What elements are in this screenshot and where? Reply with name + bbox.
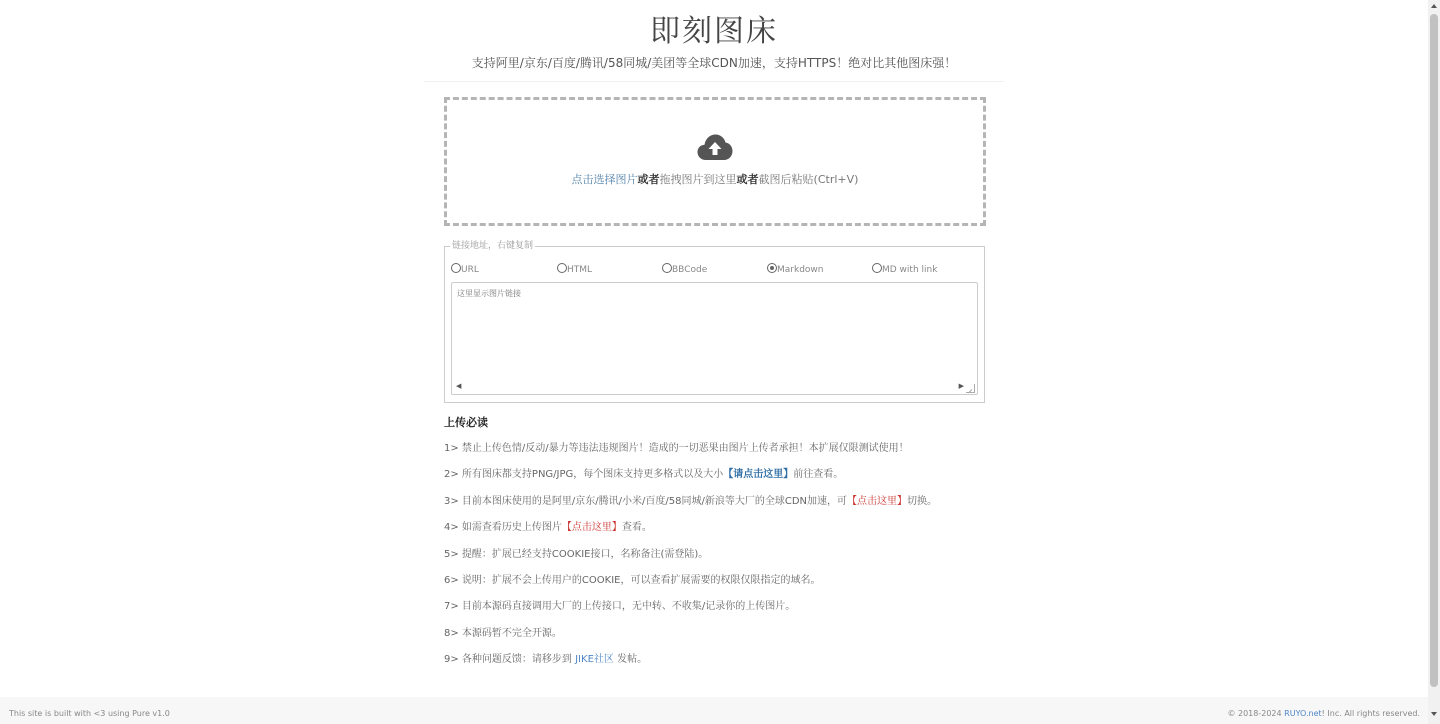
history-link[interactable]: 【点击这里】 bbox=[561, 522, 622, 534]
radio-button[interactable] bbox=[872, 263, 882, 273]
brand-link[interactable]: RUYO.net bbox=[1284, 709, 1322, 718]
footer-copyright bbox=[1227, 709, 1420, 718]
radio-label: BBCode bbox=[672, 265, 708, 275]
textarea-horizontal-scrollbar[interactable] bbox=[452, 381, 968, 392]
rights-text: ! Inc. All rights reserved. bbox=[1321, 709, 1420, 718]
copyright-text: © 2018-2024 bbox=[1227, 709, 1285, 718]
rule-text: 6> 说明：扩展不会上传用户的COOKIE，可以查看扩展需要的权限仅限指定的域名。 bbox=[444, 574, 821, 586]
scroll-down-arrow-icon[interactable] bbox=[1431, 712, 1437, 716]
links-fieldset bbox=[444, 241, 985, 403]
format-radio-group bbox=[451, 263, 981, 277]
link-output-textarea[interactable] bbox=[451, 282, 978, 395]
scrollbar-thumb[interactable] bbox=[1430, 14, 1438, 687]
rule-text: 8> 本源码暂不完全开源。 bbox=[444, 627, 562, 639]
radio-label: HTML bbox=[567, 265, 593, 275]
paste-text: 截图后粘贴(Ctrl+V) bbox=[758, 173, 859, 186]
rules-title: 上传必读 bbox=[444, 416, 488, 429]
or-text: 或者 bbox=[637, 173, 660, 186]
radio-bbcode[interactable] bbox=[662, 263, 707, 277]
rule-item bbox=[444, 626, 1004, 642]
rule-text: 1> 禁止上传色情/反动/暴力等违法违规图片！造成的一切恶果由图片上传者承担！本扩展仅限测试使用！ bbox=[444, 443, 909, 454]
rule-item bbox=[444, 547, 1004, 563]
radio-md-with-link[interactable] bbox=[872, 263, 937, 277]
rule-text: 发帖。 bbox=[613, 654, 648, 666]
radio-url[interactable] bbox=[451, 263, 479, 277]
rule-text: 查看。 bbox=[621, 522, 652, 534]
rule-text: 4> 如需查看历史上传图片 bbox=[444, 522, 562, 534]
select-image-link[interactable]: 点击选择图片 bbox=[571, 173, 638, 186]
rule-item bbox=[444, 441, 1004, 457]
scroll-right-arrow-icon[interactable]: ▶ bbox=[958, 382, 964, 390]
switch-cdn-link[interactable]: 【点击这里】 bbox=[847, 495, 908, 507]
drag-text: 拖拽图片到这里 bbox=[659, 173, 737, 186]
rule-item bbox=[444, 573, 1004, 589]
radio-button[interactable] bbox=[557, 263, 567, 273]
upload-instructions bbox=[447, 172, 983, 188]
radio-button[interactable] bbox=[662, 263, 672, 273]
cloud-upload-icon bbox=[697, 133, 733, 161]
upload-rules bbox=[444, 415, 1004, 679]
rule-item bbox=[444, 652, 1004, 668]
resize-handle-icon[interactable] bbox=[966, 384, 975, 393]
rule-item bbox=[444, 599, 1004, 615]
formats-info-link[interactable]: 【请点击这里】 bbox=[723, 469, 794, 481]
page-subtitle: 支持阿里/京东/百度/腾讯/58同城/美团等全球CDN加速，支持HTTPS！绝对比其他图床强！ bbox=[471, 56, 957, 70]
scroll-up-arrow-icon[interactable] bbox=[1431, 4, 1437, 8]
rule-text: 切换。 bbox=[907, 495, 938, 507]
page-title: 即刻图床 bbox=[650, 14, 778, 49]
rule-item bbox=[444, 494, 1004, 510]
footer-built-with: This site is built with <3 using Pure v1.0 bbox=[9, 709, 170, 718]
radio-button-checked[interactable] bbox=[767, 263, 777, 273]
footer bbox=[0, 697, 1428, 724]
rule-text: 2> 所有图床都支持PNG/JPG，每个图床支持更多格式以及大小 bbox=[444, 469, 724, 481]
radio-label: MD with link bbox=[882, 265, 938, 275]
rule-item bbox=[444, 520, 1004, 536]
rule-text: 7> 目前本源码直接调用大厂的上传接口，无中转、不收集/记录你的上传图片。 bbox=[444, 601, 796, 613]
jike-community-link[interactable]: JIKE社区 bbox=[575, 654, 614, 666]
upload-dropzone[interactable] bbox=[444, 97, 986, 226]
radio-html[interactable] bbox=[557, 263, 592, 277]
scroll-left-arrow-icon[interactable]: ◀ bbox=[456, 382, 462, 390]
or-text: 或者 bbox=[736, 173, 759, 186]
rule-text: 3> 目前本图床使用的是阿里/京东/腾讯/小米/百度/58同城/新浪等大厂的全球CDN加速，可 bbox=[444, 495, 848, 507]
radio-label: URL bbox=[461, 265, 479, 275]
rule-text: 前往查看。 bbox=[793, 469, 844, 481]
links-legend: 链接地址，右键复制 bbox=[452, 241, 534, 251]
radio-markdown[interactable] bbox=[767, 263, 823, 277]
rule-text: 5> 提醒：扩展已经支持COOKIE接口，名称备注(需登陆)。 bbox=[444, 548, 709, 560]
rule-text: 9> 各种问题反馈：请移步到 bbox=[444, 654, 576, 666]
radio-button[interactable] bbox=[451, 263, 461, 273]
header bbox=[424, 12, 1004, 82]
page-vertical-scrollbar[interactable] bbox=[1428, 0, 1440, 724]
rule-item bbox=[444, 467, 1004, 483]
radio-label: Markdown bbox=[777, 265, 824, 275]
